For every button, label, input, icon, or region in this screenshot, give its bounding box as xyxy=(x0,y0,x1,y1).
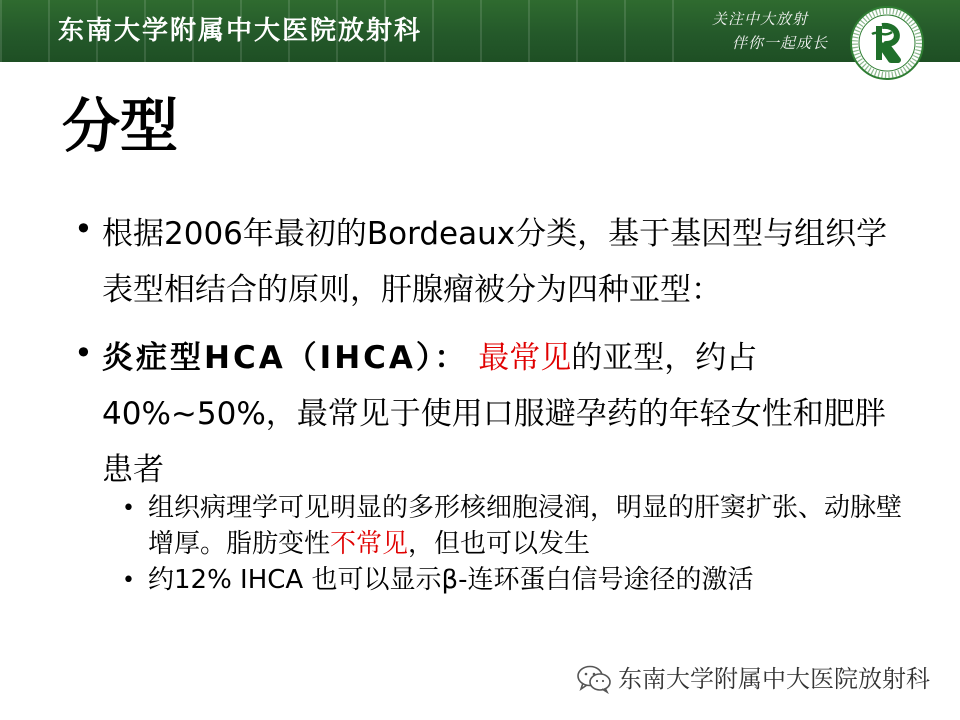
bullet-marker: • xyxy=(74,334,93,372)
sub-bullet-1-body: 组织病理学可见明显的多形核细胞浸润，明显的肝窦扩张、动脉壁增厚。脂肪变性 xyxy=(148,493,903,559)
header-title: 东南大学附属中大医院放射科 xyxy=(58,16,423,46)
slide-title: 分型 xyxy=(62,92,179,160)
bullet-2-body: 的亚型，约占40%~50%，最常见于使用口服避孕药的年轻女性和肥胖患者 xyxy=(102,340,886,488)
header-band xyxy=(0,0,960,62)
bullet-2-lead: 炎症型HCA（IHCA）： xyxy=(102,340,469,376)
sub-bullet-1-highlight: 不常见 xyxy=(330,529,409,559)
sub-bullet-1-text xyxy=(148,490,918,562)
watermark-text: 东南大学附属中大医院放射科 xyxy=(618,665,930,693)
wechat-icon xyxy=(576,664,612,694)
sub-bullet-2-text xyxy=(148,562,918,598)
hospital-radiology-seal-icon xyxy=(848,4,926,82)
bullet-2-text xyxy=(102,330,912,498)
bullet-1-text xyxy=(102,206,912,318)
slogan-line-2: 伴你一起成长 xyxy=(732,34,829,52)
bullet-marker: • xyxy=(74,210,93,248)
sub-bullet-marker: • xyxy=(122,568,135,593)
bullet-2-highlight: 最常见 xyxy=(478,340,572,376)
slogan-line-1: 关注中大放射 xyxy=(712,10,809,28)
sub-bullet-marker: • xyxy=(122,496,135,521)
sub-bullet-1-tail: ，但也可以发生 xyxy=(408,529,591,559)
bullet-1-body: 根据2006年最初的Bordeaux分类，基于基因型与组织学表型相结合的原则，肝腺瘤被分为四种亚型： xyxy=(102,216,888,308)
sub-bullet-2-body: 约12% IHCA 也可以显示β-连环蛋白信号途径的激活 xyxy=(148,565,754,595)
watermark xyxy=(576,664,930,694)
